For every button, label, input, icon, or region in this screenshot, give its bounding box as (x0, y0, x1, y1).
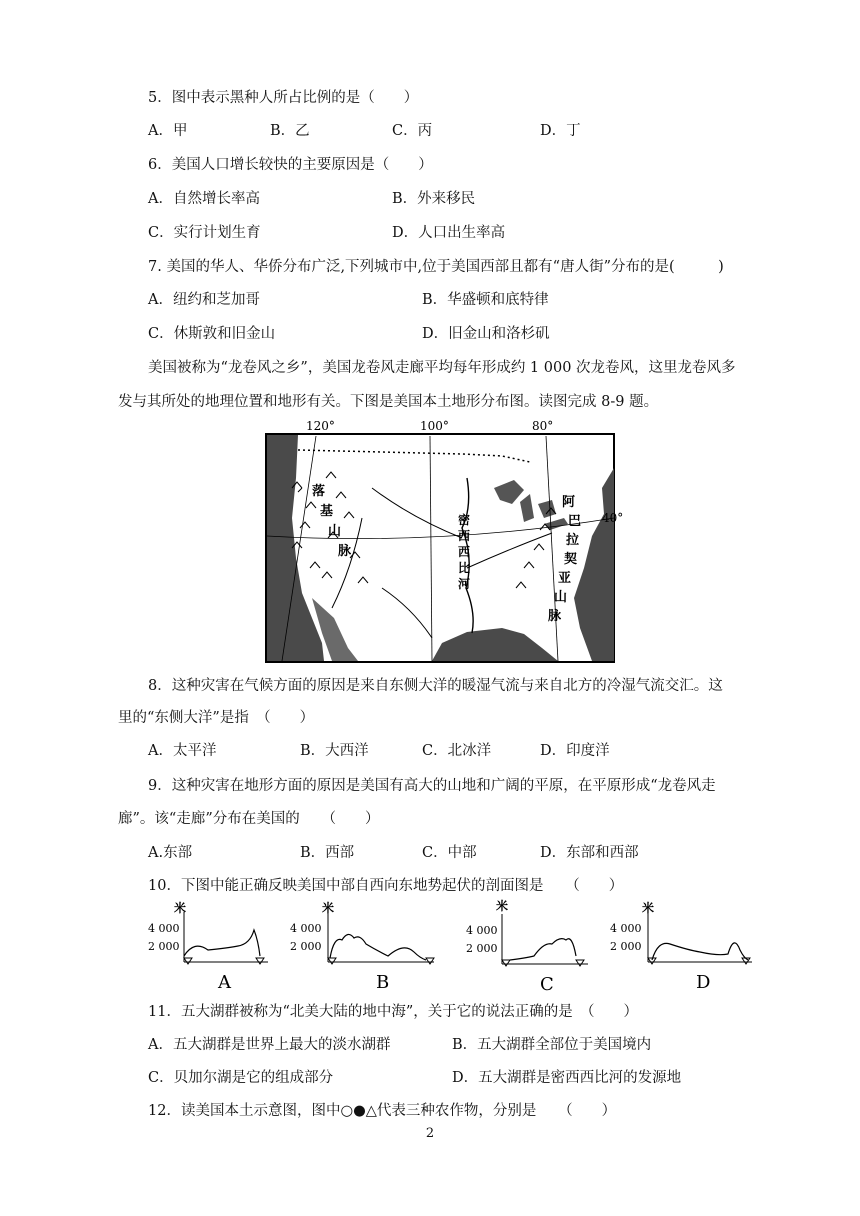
svg-text:拉: 拉 (566, 533, 580, 548)
svg-text:A: A (218, 972, 231, 993)
q5-option-c: C．丙 (392, 123, 433, 139)
question-9-line-1: 9．这种灾害在地形方面的原因是美国有高大的山地和广阔的平原，在平原形成“龙卷风走 (148, 778, 716, 794)
profile-c (466, 898, 588, 995)
us-terrain-map (262, 418, 624, 664)
cross-section-profiles (148, 899, 758, 995)
q11-option-d: D．五大湖群是密西西比河的发源地 (452, 1070, 682, 1086)
q8-option-c: C．北冰洋 (422, 743, 492, 759)
svg-text:4 000: 4 000 (610, 922, 642, 935)
q6-option-b: B．外来移民 (392, 191, 476, 207)
q9-option-d: D．东部和西部 (540, 845, 639, 861)
question-8-line-2: 里的“东侧大洋”是指 （ ） (118, 710, 315, 726)
svg-text:2 000: 2 000 (610, 940, 642, 953)
profile-d (610, 900, 752, 993)
page-number: 2 (425, 1126, 435, 1141)
svg-text:2 000: 2 000 (290, 940, 322, 953)
q8-option-a: A．太平洋 (148, 743, 217, 759)
q7-option-d: D．旧金山和洛杉矶 (422, 326, 550, 342)
lon-label-120: 120° (306, 419, 335, 433)
svg-text:巴: 巴 (568, 514, 582, 529)
lat-label-40: 40° (602, 511, 624, 525)
svg-text:密: 密 (458, 513, 471, 527)
profile-b (290, 900, 434, 993)
q6-option-d: D．人口出生率高 (392, 225, 506, 241)
question-9-line-2: 廊”。该“走廊”分布在美国的 （ ） (118, 811, 380, 827)
q5-option-b: B．乙 (270, 123, 310, 139)
question-12-stem: 12．读美国本土示意图，图中○●△代表三种农作物，分别是 （ ） (148, 1103, 617, 1119)
q7-option-a: A．纽约和芝加哥 (148, 292, 260, 308)
q11-option-a: A．五大湖群是世界上最大的淡水湖群 (148, 1037, 391, 1053)
profile-a (148, 900, 268, 993)
svg-text:脉: 脉 (338, 544, 352, 559)
question-8-line-1: 8．这种灾害在气候方面的原因是来自东侧大洋的暖湿气流与来自北方的冷湿气流交汇。这 (148, 678, 723, 694)
svg-text:基: 基 (320, 504, 334, 519)
svg-text:落: 落 (312, 484, 326, 499)
q11-option-b: B．五大湖群全部位于美国境内 (452, 1037, 652, 1053)
svg-text:阿: 阿 (562, 495, 576, 510)
lon-label-80: 80° (532, 419, 554, 433)
q9-option-c: C．中部 (422, 845, 477, 861)
svg-text:山: 山 (328, 524, 342, 539)
svg-text:米: 米 (174, 901, 187, 915)
svg-text:河: 河 (458, 577, 471, 591)
q5-option-d: D．丁 (540, 123, 581, 139)
map-frame (266, 434, 614, 662)
svg-text:米: 米 (642, 901, 655, 915)
intro-line-2: 发与其所处的地理位置和地形有关。下图是美国本土地形分布图。读图完成 8-9 题。 (118, 394, 659, 410)
svg-text:C: C (540, 974, 554, 995)
q11-option-c: C．贝加尔湖是它的组成部分 (148, 1070, 334, 1086)
q9-option-b: B．西部 (300, 845, 355, 861)
svg-text:4 000: 4 000 (148, 922, 180, 935)
question-6-stem: 6．美国人口增长较快的主要原因是（ ） (148, 157, 433, 173)
q7-option-c: C．休斯敦和旧金山 (148, 326, 276, 342)
svg-text:2 000: 2 000 (466, 942, 498, 955)
q6-option-c: C．实行计划生育 (148, 225, 261, 241)
svg-text:D: D (696, 972, 711, 993)
q9-option-a: A.东部 (148, 845, 193, 861)
q6-option-a: A．自然增长率高 (148, 191, 260, 207)
svg-text:山: 山 (554, 590, 568, 605)
svg-text:米: 米 (496, 899, 509, 913)
question-11-stem: 11．五大湖群被称为“北美大陆的地中海”，关于它的说法正确的是 （ ） (148, 1004, 639, 1020)
svg-text:4 000: 4 000 (290, 922, 322, 935)
question-10-stem: 10．下图中能正确反映美国中部自西向东地势起伏的剖面图是 （ ） (148, 878, 624, 894)
svg-text:米: 米 (322, 901, 335, 915)
svg-text:4 000: 4 000 (466, 924, 498, 937)
svg-text:西: 西 (458, 545, 471, 559)
lon-label-100: 100° (420, 419, 449, 433)
q5-option-a: A．甲 (148, 123, 188, 139)
q8-option-b: B．大西洋 (300, 743, 369, 759)
svg-text:亚: 亚 (558, 571, 572, 586)
svg-text:脉: 脉 (548, 609, 562, 624)
svg-text:西: 西 (458, 529, 471, 543)
svg-text:比: 比 (458, 561, 471, 575)
svg-text:B: B (376, 972, 390, 993)
question-5-stem: 5．图中表示黑种人所占比例的是（ ） (148, 90, 419, 106)
q7-option-b: B．华盛顿和底特律 (422, 292, 549, 308)
intro-line-1: 美国被称为“龙卷风之乡”，美国龙卷风走廊平均每年形成约 1 000 次龙卷风，这里龙卷风多 (148, 360, 736, 376)
svg-text:2 000: 2 000 (148, 940, 180, 953)
mississippi-river-label (458, 512, 470, 591)
question-7-stem: 7. 美国的华人、华侨分布广泛,下列城市中,位于美国西部且都有“唐人街”分布的是( ) (148, 259, 724, 275)
svg-text:契: 契 (564, 552, 578, 567)
q8-option-d: D．印度洋 (540, 743, 610, 759)
